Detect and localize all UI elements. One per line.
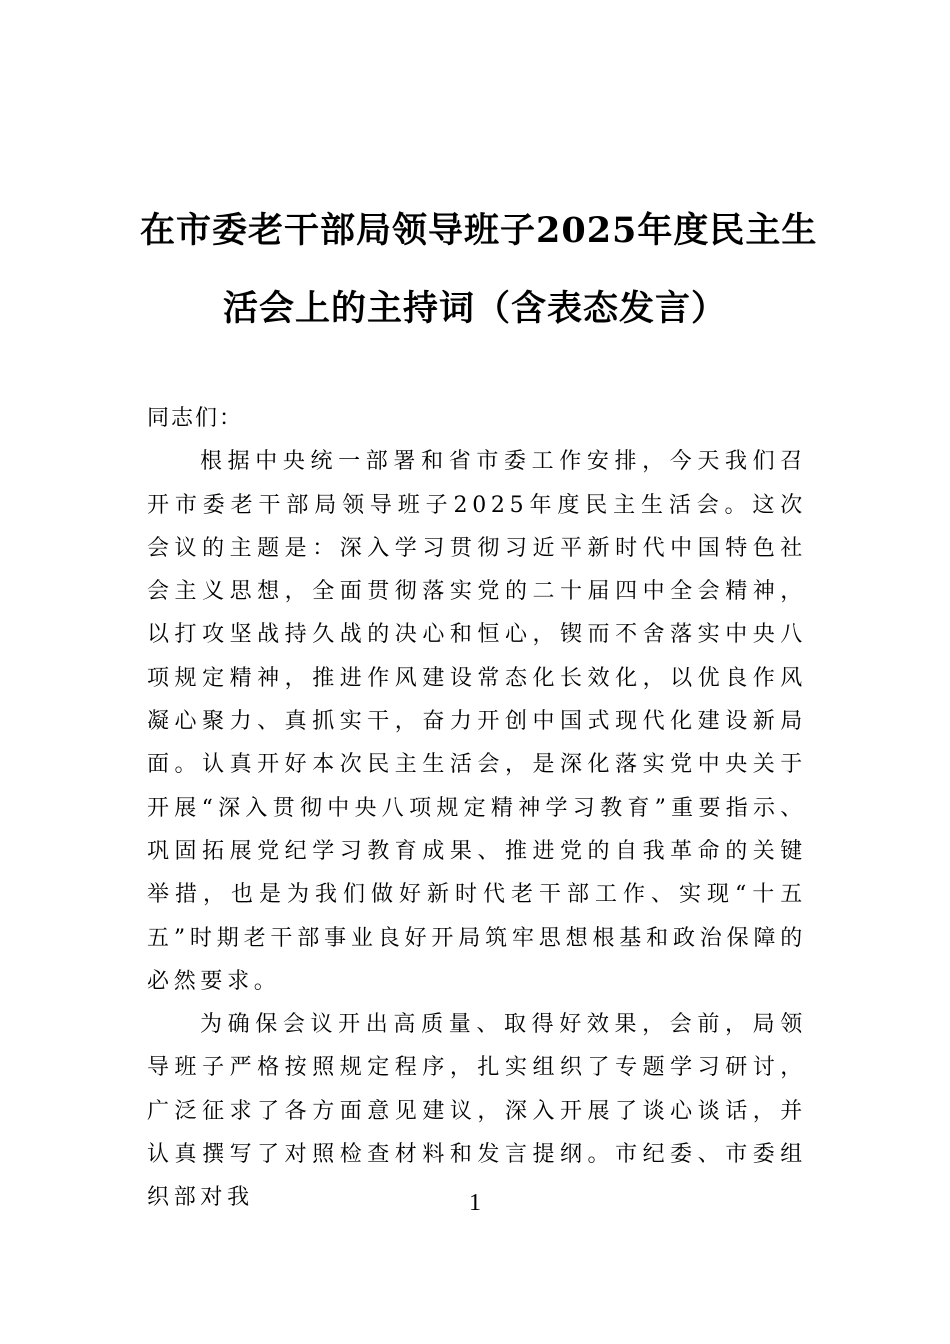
- paragraph-2: 为确保会议开出高质量、取得好效果，会前，局领导班子严格按照规定程序，扎实组织了专题学习研讨，广泛征求了各方面意见建议，深入开展了谈心谈话，并认真撰写了对照检查材料和发言提纲。市纪委、市委组织部对我: [147, 1012, 807, 1211]
- document-body: [147, 397, 807, 1220]
- title-line-1: 在市委老干部局领导班子2025年度民主生: [140, 210, 818, 251]
- salutation: 同志们：: [147, 406, 244, 431]
- page-number: 1: [469, 1190, 481, 1216]
- document-title: [140, 192, 818, 348]
- paragraph-1: 根据中央统一部署和省市委工作安排，今天我们召开市委老干部局领导班子2025年度民主生活会。这次会议的主题是：深入学习贯彻习近平新时代中国特色社会主义思想，全面贯彻落实党的二十届四中全会精神，以打攻坚战持久战的决心和恒心，锲而不舍落实中央八项规定精神，推进作风建设常态化长效化，以优良作风凝心聚力、真抓实干，奋力开创中国式现代化建设新局面。认真开好本次民主生活会，是深化落实党中央关于开展“深入贯彻中央八项规定精神学习教育”重要指示、巩固拓展党纪学习教育成果、推进党的自我革命的关键举措，也是为我们做好新时代老干部工作、实现“十五五”时期老干部事业良好开局筑牢思想根基和政治保障的必然要求。: [147, 449, 807, 994]
- title-line-2: 活会上的主持词（含表态发言）: [222, 288, 727, 329]
